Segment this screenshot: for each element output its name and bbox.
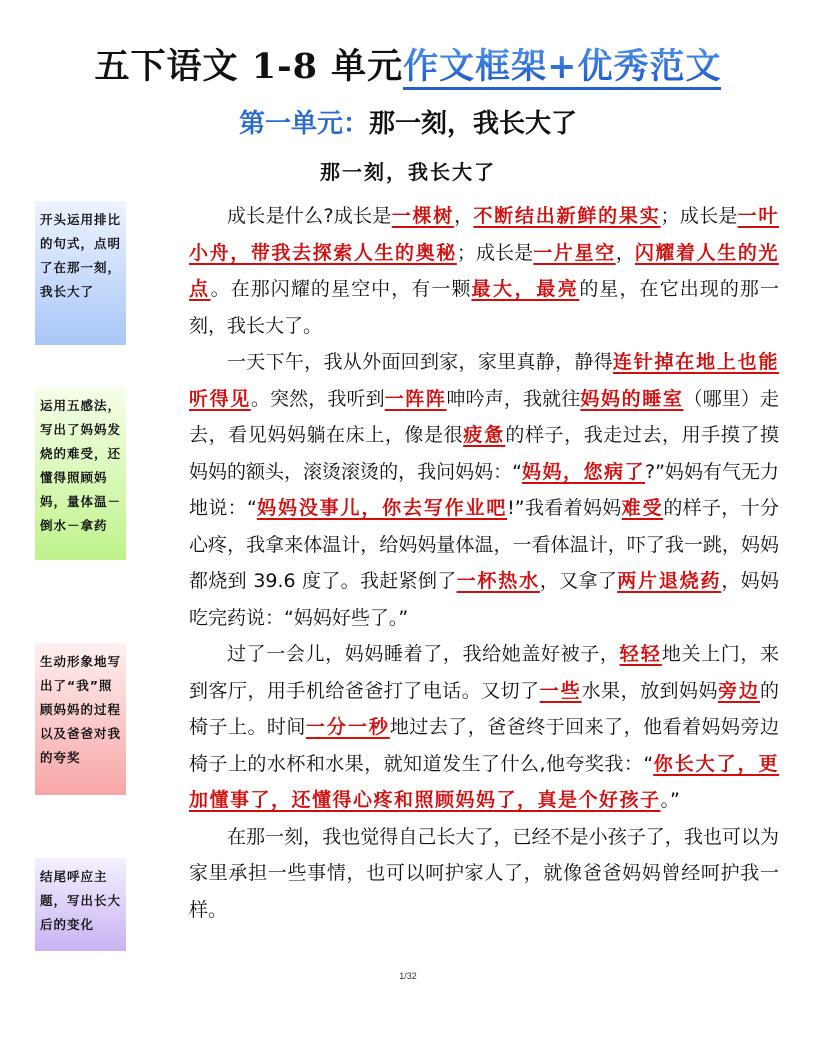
text-run: ，: [454, 205, 474, 227]
text-run: 的星，在它出现的那一刻，我长大了。: [189, 278, 779, 337]
text-run: 的样子，我走过去，用手摸了摸妈妈的额头，滚烫滚烫的，我问妈妈：“: [189, 424, 779, 483]
emphasized-phrase: 连针掉在地上也能听得见: [189, 351, 779, 410]
unit-label: 第一单元：: [238, 109, 369, 139]
emphasized-phrase: 不断结出新鲜的果实: [473, 205, 661, 227]
emphasized-phrase: 两片退烧药: [617, 570, 722, 592]
side-note: 运用五感法，写出了妈妈发烧的难受，还懂得照顾妈妈，量体温－倒水－拿药: [35, 387, 126, 560]
unit-heading: [0, 104, 816, 144]
essay-paragraph: [189, 344, 779, 636]
text-run: 地过去了，爸爸终于回来了，他看着妈妈旁边椅子上的水杯和水果，就知道发生了什么,他夸奖我：: [189, 716, 779, 775]
unit-title: 那一刻，我长大了: [369, 109, 578, 139]
text-run: ；成长是: [456, 241, 534, 264]
text-run: ；成长是: [660, 205, 738, 227]
text-run: ，妈妈吃完药说：“妈妈好些了。”: [189, 570, 779, 629]
emphasized-phrase: 你长大了，更加懂事了，还懂得心疼和照顾妈妈了，真是个好孩子: [189, 752, 779, 811]
emphasized-phrase: 妈妈的睡室: [580, 387, 684, 410]
text-run: !”我看着妈妈: [507, 497, 622, 519]
essay-paragraph: [189, 819, 779, 929]
emphasized-phrase: 轻轻: [619, 643, 662, 665]
essay-body: [189, 198, 779, 928]
emphasized-phrase: 闪耀着人生的光点: [189, 241, 779, 300]
text-run: 一天下午，我从外面回到家，家里真静，静得: [227, 351, 613, 373]
text-run: 成长是什么?成长是: [227, 205, 392, 227]
title-highlight: 作文框架+优秀范文: [403, 47, 721, 90]
text-run: 呻吟声，我就往: [446, 387, 581, 410]
emphasized-phrase: 最大，最亮: [471, 278, 580, 300]
text-run: 水果，放到妈妈: [581, 679, 718, 702]
emphasized-phrase: 难受: [621, 497, 664, 519]
text-run: 。突然，我听到: [250, 387, 385, 410]
text-run: ，: [615, 241, 635, 264]
side-note: 开头运用排比的句式，点明了在那一刻，我长大了: [35, 201, 126, 345]
text-run: 的椅子上。时间: [189, 679, 779, 738]
emphasized-phrase: 妈妈，您病了: [521, 460, 645, 483]
side-note: 结尾呼应主题，写出长大后的变化: [35, 858, 126, 951]
emphasized-phrase: 一杯热水: [456, 570, 540, 592]
essay-paragraph: [189, 636, 779, 819]
text-run: 。在那闪耀的星空中，有一颗: [210, 278, 472, 300]
text-run: 在那一刻，我也觉得自己长大了，已经不是小孩子了，我也可以为家里承担一些事情，也可以呵护家人了，就像爸爸妈妈曾经呵护我一样。: [189, 825, 779, 921]
text-run: “: [643, 752, 654, 775]
emphasized-phrase: 一分一秒: [305, 716, 390, 738]
emphasized-phrase: 妈妈没事儿，你去写作业吧: [256, 497, 508, 519]
page-number: 1/32: [399, 971, 417, 981]
text-run: ?”妈妈有气无力地说：“: [189, 460, 779, 519]
essay-title: 那一刻，我长大了: [320, 160, 496, 184]
text-run: 地关上门，来到客厅，用手机给爸爸打了电话。又切了: [189, 643, 779, 702]
text-run: 。”: [660, 789, 680, 811]
text-run: 的样子，十分心疼，我拿来体温计，给妈妈量体温，一看体温计，吓了我一跳，妈妈都烧到 39.6 度了。我赶紧倒了: [189, 497, 779, 592]
essay-paragraph: [189, 198, 779, 344]
emphasized-phrase: 一片星空: [533, 241, 616, 264]
emphasized-phrase: 一阵阵: [384, 387, 447, 410]
title-main: 五下语文 1-8 单元: [94, 46, 404, 87]
text-run: ，又拿了: [539, 570, 618, 592]
emphasized-phrase: 一些: [539, 679, 582, 702]
document-title: [0, 38, 816, 96]
emphasized-phrase: 旁边: [718, 679, 760, 702]
emphasized-phrase: 一棵树: [391, 205, 455, 227]
emphasized-phrase: 一叶小舟，带我去探索人生的奥秘: [189, 205, 779, 264]
text-run: 过了一会儿，妈妈睡着了，我给她盖好被子，: [227, 643, 620, 665]
side-note: 生动形象地写出了“我”照顾妈妈的过程以及爸爸对我的夸奖: [35, 643, 126, 795]
emphasized-phrase: 疲惫: [463, 424, 506, 446]
text-run: （哪里）走去，看见妈妈躺在床上，像是很: [189, 387, 779, 446]
